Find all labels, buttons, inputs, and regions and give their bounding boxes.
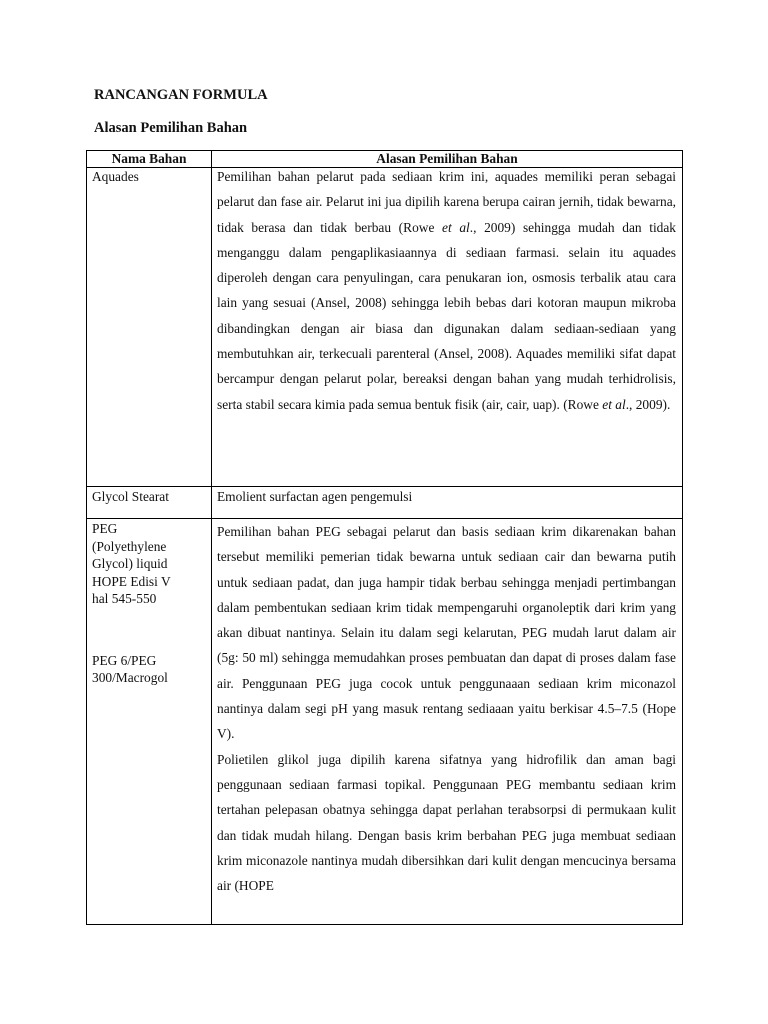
table-row xyxy=(87,487,683,519)
material-name-line: Glycol) liquid xyxy=(92,556,168,571)
formula-table xyxy=(86,150,683,925)
material-name-line: 300/Macrogol xyxy=(92,670,168,685)
reason-citation-italic: et al xyxy=(602,396,626,412)
material-name-text: Glycol Stearat xyxy=(92,489,169,504)
table-row xyxy=(87,168,683,487)
table-row xyxy=(87,519,683,925)
material-name-line: PEG 6/PEG xyxy=(92,652,157,668)
material-reason xyxy=(212,168,683,487)
material-reason xyxy=(212,519,683,925)
reason-citation-italic: et al xyxy=(442,219,470,235)
material-name-line: hal 545-550 xyxy=(92,591,157,606)
reason-text: ., 2009) sehingga mudah dan tidak menganggu dalam pengaplikasiaannya di sediaan farmasi. selain itu aquades diperoleh dengan cara penyulingan, cara penukaran ion, osmosis terbalik atau cara lain yang sesuai (Ansel, 2008) sehingga lebih bebas dari kotoran maupun mikroba dibandingkan dengan air biasa dan digunakan dalam sediaan-sediaan yang membutuhkan air, terkecuali parenteral (Ansel, 2008). Aquades memiliki sifat dapat bercampur dengan pelarut polar, bereaksi dengan bahan yang mudah terhidrolisis, serta stabil secara kimia pada semua bentuk fisik (air, cair, uap). (Rowe xyxy=(217,219,676,412)
column-header-name: Nama Bahan xyxy=(87,151,212,168)
document-title: RANCANGAN FORMULA xyxy=(94,87,268,103)
column-header-reason: Alasan Pemilihan Bahan xyxy=(212,151,683,168)
reason-paragraph: Polietilen glikol juga dipilih karena sifatnya yang hidrofilik dan aman bagi penggunaan sediaan farmasi topikal. Penggunaan PEG membantu sediaan krim tertahan pelepasan obatnya sehingga dapat perlahan terabsorpsi di permukaan kulit dan tidak mudah hilang. Dengan basis krim berbahan PEG juga membuat sediaan krim miconazole nantinya mudah dibersihkan dari kulit dengan mencucinya bersama air (HOPE xyxy=(217,751,676,894)
material-name-text: Aquades xyxy=(92,169,139,184)
spacer xyxy=(92,608,207,652)
material-name-line: PEG xyxy=(92,521,118,536)
material-name-line: (Polyethylene xyxy=(92,538,167,554)
section-heading: Alasan Pemilihan Bahan xyxy=(94,120,248,136)
reason-text: Pemilihan bahan pelarut pada sediaan krim ini, aquades memiliki peran sebagai pelarut dan fase air. Pelarut ini jua dipilih karena berupa cairan jernih, tidak bewarna, tidak berasa dan tidak berbau (Rowe xyxy=(217,169,676,235)
reason-text: Emolient surfactan agen pengemulsi xyxy=(217,489,413,504)
reason-paragraph: Pemilihan bahan PEG sebagai pelarut dan basis sediaan krim dikarenakan bahan tersebut memiliki pemerian tidak bewarna untuk sediaan cair dan bewarna putih untuk sediaan padat, dan juga hampir tidak berbau sehingga menjadi pertimbangan dalam pembentukan sediaan krim tidak mempengaruhi organoleptik dari krim yang akan dibuat nantinya. Selain itu dalam segi kelarutan, PEG mudah larut dalam air (5g: 50 ml) sehingga memudahkan proses pembuatan dan dapat di proses dalam fase air. Penggunaan PEG juga cocok untuk penggunaaan sediaan krim miconazol nantinya dalam segi pH yang masuk rentang sediaaan yaitu berkisar 4.5–7.5 (Hope V). xyxy=(217,524,676,742)
reason-paragraph xyxy=(217,164,676,417)
material-reason xyxy=(212,487,683,519)
reason-text: ., 2009). xyxy=(625,396,671,412)
material-name xyxy=(87,519,212,925)
material-name-line: HOPE Edisi V xyxy=(92,573,171,589)
material-name xyxy=(87,168,212,487)
material-name xyxy=(87,487,212,519)
